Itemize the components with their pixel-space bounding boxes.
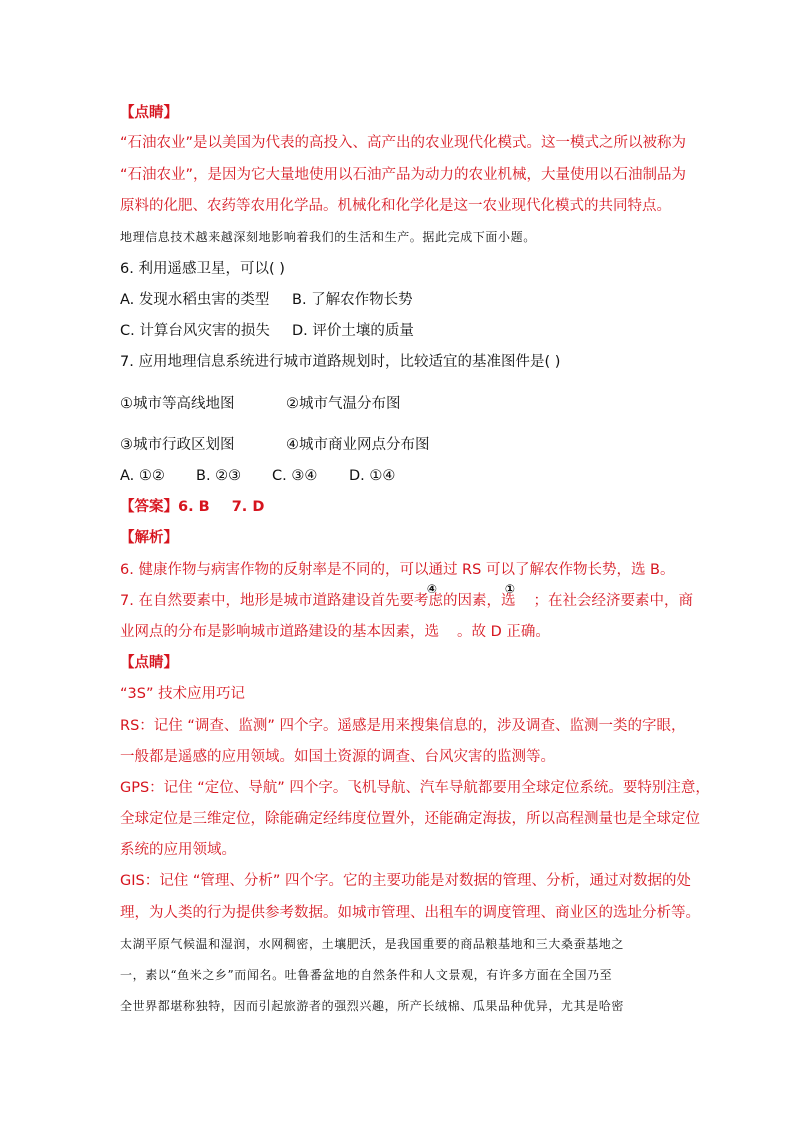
question-7-items-row1 — [120, 394, 401, 414]
dianjing-line: 系统的应用领域。 — [120, 842, 236, 858]
dianjing-line: 理，为人类的行为提供参考数据。如城市管理、出租车的调度管理、商业区的选址分析等。 — [120, 905, 700, 921]
analysis-line: 业网点的分布是影响城市道路建设的基本因素，选 。故 D 正确。 — [120, 624, 550, 640]
dianjing-line: “石油农业”是以美国为代表的高投入、高产出的农业现代化模式。这一模式之所以被称为 — [120, 135, 687, 151]
dianjing-heading: 【点睛】 — [120, 105, 178, 121]
passage-line: 太湖平原气候温和湿润，水网稠密，土壤肥沃，是我国重要的商品粮基地和三大桑蚕基地之 — [120, 937, 625, 951]
analysis-line: 7. 在自然要素中，地形是城市道路建设首先要考虑的因素，选 ；在社会经济要素中，商 — [120, 593, 693, 609]
analysis-heading: 【解析】 — [120, 530, 178, 546]
item-2: ②城市气温分布图 — [286, 396, 401, 412]
dianjing-line: GIS：记住 “管理、分析” 四个字。它的主要功能是对数据的管理、分析，通过对数据的处 — [120, 873, 691, 889]
item-1: ①城市等高线地图 — [120, 396, 235, 412]
circled-number-1: ① — [504, 582, 516, 596]
dianjing-line: RS：记住 “调查、监测” 四个字。遥感是用来搜集信息的，涉及调查、监测一类的字眼， — [120, 718, 686, 734]
item-4: ④城市商业网点分布图 — [286, 437, 430, 453]
passage-line: 一，素以“鱼米之乡”而闻名。吐鲁番盆地的自然条件和人文景观，有许多方面在全国乃至 — [120, 968, 613, 982]
dianjing-line: 原料的化肥、农药等农用化学品。机械化和化学化是这一农业现代化模式的共同特点。 — [120, 198, 671, 214]
option-d: D. 评价土壤的质量 — [292, 323, 414, 339]
circled-number-4: ④ — [426, 582, 438, 596]
dianjing-line: 全球定位是三维定位，除能确定经纬度位置外，还能确定海拔，所以高程测量也是全球定位 — [120, 811, 700, 827]
question-7-items-row2 — [120, 435, 430, 455]
item-3: ③城市行政区划图 — [120, 437, 235, 453]
dianjing-title: “3S” 技术应用巧记 — [120, 686, 246, 702]
option-a: A. ①② — [120, 468, 165, 484]
answer-6: 6. B — [178, 499, 210, 515]
question-7-options — [120, 466, 395, 486]
passage-line: 全世界都堪称独特，因而引起旅游者的强烈兴趣，所产长绒棉、瓜果品种优异，尤其是哈密 — [120, 999, 625, 1013]
option-c: C. 计算台风灾害的损失 — [120, 323, 270, 339]
question-6-options-row1 — [120, 290, 413, 310]
intro-text: 地理信息技术越来越深刻地影响着我们的生活和生产。据此完成下面小题。 — [120, 230, 536, 244]
question-6-stem: 6. 利用遥感卫星，可以( ) — [120, 261, 285, 277]
question-6-options-row2 — [120, 321, 414, 341]
dianjing-line: “石油农业”，是因为它大量地使用以石油产品为动力的农业机械，大量使用以石油制品为 — [120, 167, 687, 183]
option-b: B. ②③ — [196, 468, 242, 484]
option-a: A. 发现水稻虫害的类型 — [120, 292, 270, 308]
answer-label: 【答案】 — [120, 499, 178, 515]
dianjing-heading: 【点睛】 — [120, 655, 178, 671]
dianjing-line: GPS：记住 “定位、导航” 四个字。飞机导航、汽车导航都要用全球定位系统。要特别注意， — [120, 780, 710, 796]
option-d: D. ①④ — [349, 468, 396, 484]
option-b: B. 了解农作物长势 — [292, 292, 413, 308]
option-c: C. ③④ — [272, 468, 318, 484]
dianjing-line: 一般都是遥感的应用领域。如国土资源的调查、台风灾害的监测等。 — [120, 749, 555, 765]
answer-7: 7. D — [231, 499, 265, 515]
analysis-line: 6. 健康作物与病害作物的反射率是不同的，可以通过 RS 可以了解农作物长势，选 B。 — [120, 562, 675, 578]
answer-line — [120, 497, 264, 517]
question-7-stem: 7. 应用地理信息系统进行城市道路规划时，比较适宜的基准图件是( ) — [120, 354, 561, 370]
